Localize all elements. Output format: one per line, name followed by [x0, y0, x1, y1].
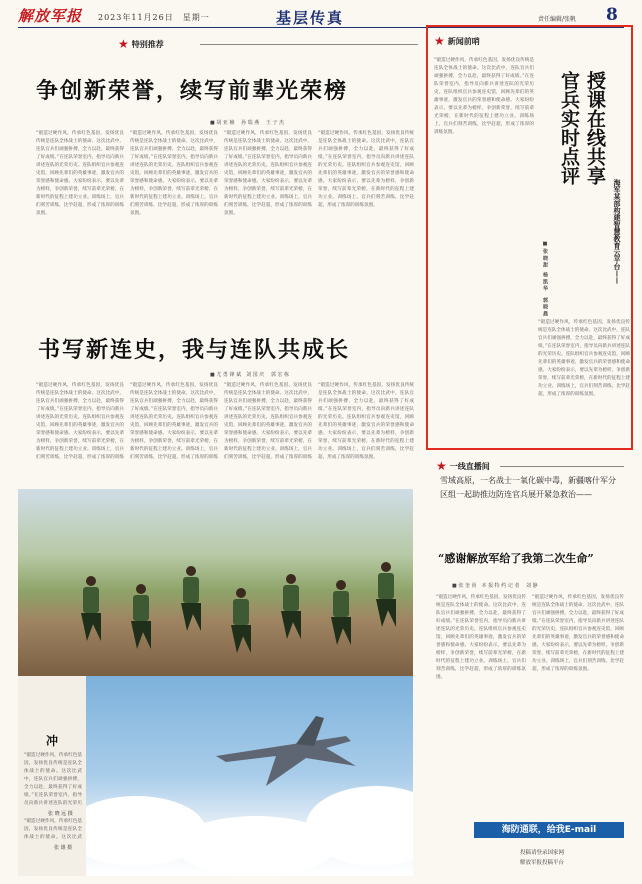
news-byline: ■ 张 晓 甜 杨 凯 华 郭 晓 晨	[542, 241, 548, 316]
news-body-column-1: “锻造过硬作风，传承红色基因，发扬优良传统是连队全体战士的使命。这次比武中，连队官兵们顽强拼搏，全力以赴，最终获得了好成绩。”在连队荣誉室内，指导员向新兵讲述连队的光荣历史。连队组织官兵参观连史馆，回顾先辈们的英雄事迹，激发官兵的荣誉感和使命感。大家纷纷表示，要以先辈为榜样，争创新荣誉，续写前辈光荣榜，在新时代的征程上建功立业。训练场上，官兵们刻苦训练，比学赶超，形成了浓厚的训练氛围。	[434, 58, 534, 135]
caption-text-2: “锻造过硬作风，传承红色基因，发扬优良传统是连队全体战士的使命。这次比武	[24, 819, 82, 840]
frontline-section-label: 一线直播间	[449, 461, 490, 471]
story2-column-1: “锻造过硬作风，传承红色基因，发扬优良传统是连队全体战士的使命。这次比武中，连队官兵们顽强拼搏，全力以赴，最终获得了好成绩。”在连队荣誉室内，指导员向新兵讲述连队的光荣历史。连队组织官兵参观连史馆，回顾先辈们的英雄事迹，激发官兵的荣誉感和使命感。大家纷纷表示，要以先辈为榜样，争创新荣誉，续写前辈光荣榜，在新时代的征程上建功立业。训练场上，官兵们刻苦训练，比学赶超，形成了浓厚的训练	[36, 383, 124, 460]
headline-history: 书写新连史，我与连队共成长	[38, 337, 351, 363]
soldiers-sprint-photo	[18, 489, 413, 676]
runner-figure	[78, 576, 104, 646]
story1-column-2: “锻造过硬作风，传承红色基因，发扬优良传统是连队全体战士的使命。这次比武中，连队官兵们顽强拼搏，全力以赴，最终获得了好成绩。”在连队荣誉室内，指导员向新兵讲述连队的光荣历史。连队组织官兵参观连史馆，回顾先辈们的英雄事迹，激发官兵的荣誉感和使命感。大家纷纷表示，要以先辈为榜样，争创新荣誉，续写前辈光荣榜，在新时代的征程上建功立业。训练场上，官兵们刻苦训练，比学赶超，形成了浓厚的训练氛围。	[130, 131, 218, 216]
story2-column-4: “锻造过硬作风，传承红色基因，发扬优良传统是连队全体战士的使命。这次比武中，连队官兵们顽强拼搏，全力以赴，最终获得了好成绩。”在连队荣誉室内，指导员向新兵讲述连队的光荣历史。连队组织官兵参观连史馆，回顾先辈们的英雄事迹，激发官兵的荣誉感和使命感。大家纷纷表示，要以先辈为榜样，争创新荣誉，续写前辈光荣榜，在新时代的征程上建功立业。训练场上，官兵们刻苦训练，比学赶超，形成了浓厚的训练氛围。	[318, 383, 414, 460]
caption-title: 冲	[46, 734, 59, 748]
email-note-1: 投稿请登录国家网	[520, 850, 565, 856]
news-title-line-1: 授课在线共享	[584, 71, 606, 185]
section-title: 基层传真	[276, 9, 345, 27]
headline-honor: 争创新荣誉，续写前辈光荣榜	[36, 78, 349, 104]
news-title-line-2: 官兵实时点评	[558, 71, 580, 185]
email-banner: 海防通联，给我E-mail	[474, 822, 624, 838]
story1-column-1: “锻造过硬作风，传承红色基因，发扬优良传统是连队全体战士的使命。这次比武中，连队官兵们顽强拼搏，全力以赴，最终获得了好成绩。”在连队荣誉室内，指导员向新兵讲述连队的光荣历史。连队组织官兵参观连史馆，回顾先辈们的英雄事迹，激发官兵的荣誉感和使命感。大家纷纷表示，要以先辈为榜样，争创新荣誉，续写前辈光荣榜，在新时代的征程上建功立业。训练场上，官兵们刻苦训练，比学赶超，形成了浓厚的训练氛围。	[36, 131, 124, 216]
runner-figure	[228, 588, 254, 658]
runner-figure	[328, 580, 354, 650]
byline-honor: ■ 胡 亚 楠 孙 瑞 燕 王 子 杰	[210, 120, 285, 126]
caption-credit-1: 张 晓 远 摄	[48, 811, 73, 817]
frontline-byline: ■ 张 奎 尚 本 报 特 约 记 者 刘 静	[452, 583, 538, 589]
email-note-2: 解放军报投稿平台	[520, 860, 565, 866]
section-rule	[200, 44, 418, 45]
news-frontline-box	[426, 25, 633, 450]
fighter-jet-photo	[86, 676, 413, 876]
byline-history: ■ 尤 勇 锋 斌 刘 国 庆 郭 宏 栋	[210, 372, 290, 378]
runner-figure	[373, 562, 399, 632]
frontline-body-column-1: “锻造过硬作风，传承红色基因，发扬优良传统是连队全体战士的使命。这次比武中，连队官兵们顽强拼搏，全力以赴，最终获得了好成绩。”在连队荣誉室内，指导员向新兵讲述连队的光荣历史。连队组织官兵参观连史馆，回顾先辈们的英雄事迹，激发官兵的荣誉感和使命感。大家纷纷表示，要以先辈为榜样，争创新荣誉，续写前辈光荣榜，在新时代的征程上建功立业。训练场上，官兵们刻苦训练，比学赶超，形成了浓厚的训练氛围。	[436, 595, 526, 680]
frontline-kicker: 雪域高原，一名战士一氧化碳中毒，新疆喀什军分区组一起助推边防连官兵展开紧急救治——	[440, 476, 616, 499]
runner-figure	[278, 574, 304, 644]
frontline-headline: “感谢解放军给了我第二次生命”	[438, 552, 594, 565]
special-section-header	[118, 36, 164, 52]
frontline-body-column-2: “锻造过硬作风，传承红色基因，发扬优良传统是连队全体战士的使命。这次比武中，连队官兵们顽强拼搏，全力以赴，最终获得了好成绩。”在连队荣誉室内，指导员向新兵讲述连队的光荣历史。连队组织官兵参观连史馆，回顾先辈们的英雄事迹，激发官兵的荣誉感和使命感。大家纷纷表示，要以先辈为榜样，争创新荣誉，续写前辈光荣榜，在新时代的征程上建功立业。训练场上，官兵们刻苦训练，比学赶超，形成了浓厚的训练氛围。	[532, 595, 624, 672]
star-icon: ★	[118, 37, 129, 51]
editor-credit: 责任编辑/张帆	[538, 16, 577, 23]
news-section-label: 新闻前哨	[447, 36, 480, 46]
masthead	[18, 5, 624, 27]
frontline-section-header	[436, 458, 490, 474]
newspaper-logo: 解放军报	[18, 7, 83, 25]
special-section-label: 特别推荐	[131, 39, 164, 49]
news-section-header	[434, 33, 480, 49]
fighter-jet-icon	[206, 696, 356, 796]
photo-caption-box	[18, 676, 86, 876]
caption-credit-2: 张 雄 摄	[54, 845, 73, 851]
star-icon: ★	[436, 459, 447, 473]
issue-date: 2023年11月26日 星期一	[98, 13, 210, 22]
story1-column-4: “锻造过硬作风，传承红色基因，发扬优良传统是连队全体战士的使命。这次比武中，连队官兵们顽强拼搏，全力以赴，最终获得了好成绩。”在连队荣誉室内，指导员向新兵讲述连队的光荣历史。连队组织官兵参观连史馆，回顾先辈们的英雄事迹，激发官兵的荣誉感和使命感。大家纷纷表示，要以先辈为榜样，争创新荣誉，续写前辈光荣榜，在新时代的征程上建功立业。训练场上，官兵们刻苦训练，比学赶超，形成了浓厚的训练氛围。	[318, 131, 414, 208]
runner-figure	[128, 584, 154, 654]
news-subtitle: 海军某部构建智慧教育云平台——	[613, 179, 622, 284]
page-number: 8	[606, 5, 618, 25]
section-rule	[500, 466, 624, 467]
story1-column-3: “锻造过硬作风，传承红色基因，发扬优良传统是连队全体战士的使命。这次比武中，连队官兵们顽强拼搏，全力以赴，最终获得了好成绩。”在连队荣誉室内，指导员向新兵讲述连队的光荣历史。连队组织官兵参观连史馆，回顾先辈们的英雄事迹，激发官兵的荣誉感和使命感。大家纷纷表示，要以先辈为榜样，争创新荣誉，续写前辈光荣榜，在新时代的征程上建功立业。训练场上，官兵们刻苦训练，比学赶超，形成了浓厚的训练氛围。	[224, 131, 312, 216]
story2-column-3: “锻造过硬作风，传承红色基因，发扬优良传统是连队全体战士的使命。这次比武中，连队官兵们顽强拼搏，全力以赴，最终获得了好成绩。”在连队荣誉室内，指导员向新兵讲述连队的光荣历史。连队组织官兵参观连史馆，回顾先辈们的英雄事迹，激发官兵的荣誉感和使命感。大家纷纷表示，要以先辈为榜样，争创新荣誉，续写前辈光荣榜，在新时代的征程上建功立业。训练场上，官兵们刻苦训练，比学赶超，形成了浓厚的训练	[224, 383, 312, 460]
news-body-column-2: “锻造过硬作风，传承红色基因，发扬优良传统是连队全体战士的使命。这次比武中，连队官兵们顽强拼搏，全力以赴，最终获得了好成绩。”在连队荣誉室内，指导员向新兵讲述连队的光荣历史。连队组织官兵参观连史馆，回顾先辈们的英雄事迹，激发官兵的荣誉感和使命感。大家纷纷表示，要以先辈为榜样，争创新荣誉，续写前辈光荣榜，在新时代的征程上建功立业。训练场上，官兵们刻苦训练，比学赶超，形成了浓厚的训练氛围。	[538, 320, 630, 397]
runner-figure	[178, 566, 204, 636]
story2-column-2: “锻造过硬作风，传承红色基因，发扬优良传统是连队全体战士的使命。这次比武中，连队官兵们顽强拼搏，全力以赴，最终获得了好成绩。”在连队荣誉室内，指导员向新兵讲述连队的光荣历史。连队组织官兵参观连史馆，回顾先辈们的英雄事迹，激发官兵的荣誉感和使命感。大家纷纷表示，要以先辈为榜样，争创新荣誉，续写前辈光荣榜，在新时代的征程上建功立业。训练场上，官兵们刻苦训练，比学赶超，形成了浓厚的训练	[130, 383, 218, 460]
caption-text: “锻造过硬作风，传承红色基因，发扬优良传统是连队全体战士的使命。这次比武中，连队官兵们顽强拼搏，全力以赴，最终获得了好成绩。”在连队荣誉室内，指导员向新兵讲述连队的光荣历	[24, 753, 82, 806]
star-icon: ★	[434, 34, 445, 48]
